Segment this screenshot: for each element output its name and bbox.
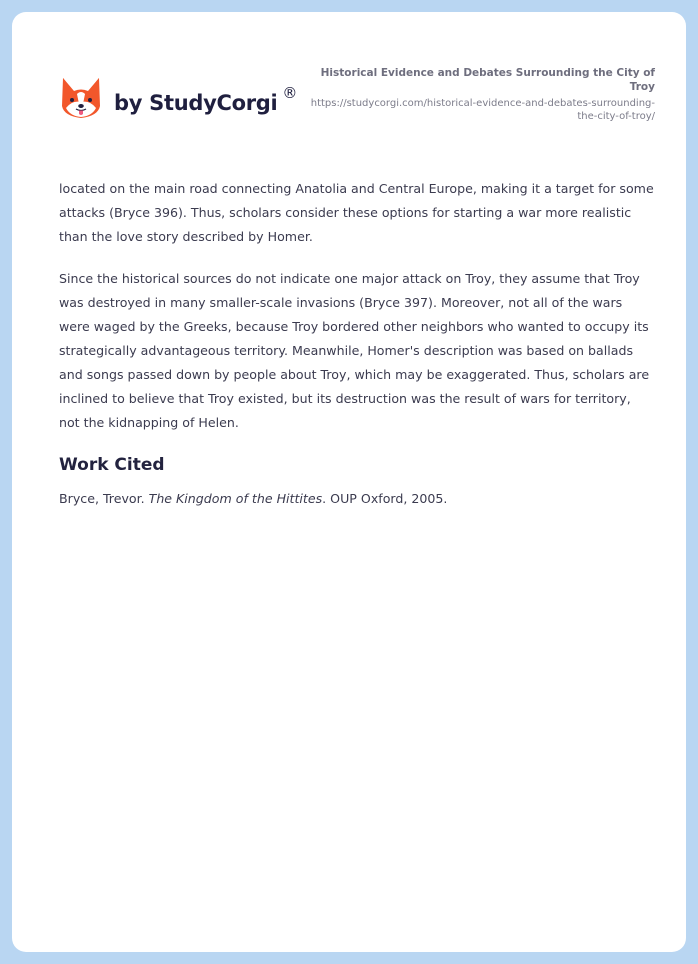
studycorgi-logo[interactable] (60, 76, 297, 122)
document-body (59, 177, 655, 529)
citation-title: The Kingdom of the Hittites (148, 491, 323, 506)
logo-wordmark: by StudyCorgi (114, 91, 278, 115)
document-meta (305, 66, 655, 123)
document-page (12, 12, 686, 952)
page-header (12, 12, 686, 152)
document-url[interactable]: https://studycorgi.com/historical-evidence-and-debates-surrounding-the-city-of-troy/ (310, 98, 655, 122)
citation-author: Bryce, Trevor. (59, 491, 149, 506)
citation-entry (59, 487, 655, 511)
citation-publisher: . OUP Oxford, 2005. (322, 491, 448, 506)
registered-mark: ® (282, 84, 298, 102)
logo-text (114, 84, 298, 115)
corgi-logo-icon (60, 76, 102, 122)
document-title: Historical Evidence and Debates Surrounding the City of Troy (320, 67, 655, 93)
works-cited-heading: Work Cited (59, 455, 165, 475)
body-paragraph: Since the historical sources do not indicate one major attack on Troy, they assume that Troy was destroyed in many smaller-scale invasions (Bryce 397). Moreover, not all of the wars were waged by the Greeks, because Troy bordered other neighbors who wanted to occupy its strategically advantageous territory. Meanwhile, Homer's description was based on ballads and songs passed down by people about Troy, which may be exaggerated. Thus, scholars are inclined to believe that Troy existed, but its destruction was the result of wars for territory, not the kidnapping of Helen. (59, 271, 650, 430)
body-paragraph: located on the main road connecting Anatolia and Central Europe, making it a target for some attacks (Bryce 396). Thus, scholars consider these options for starting a war more realistic than the love story described by Homer. (59, 181, 654, 244)
